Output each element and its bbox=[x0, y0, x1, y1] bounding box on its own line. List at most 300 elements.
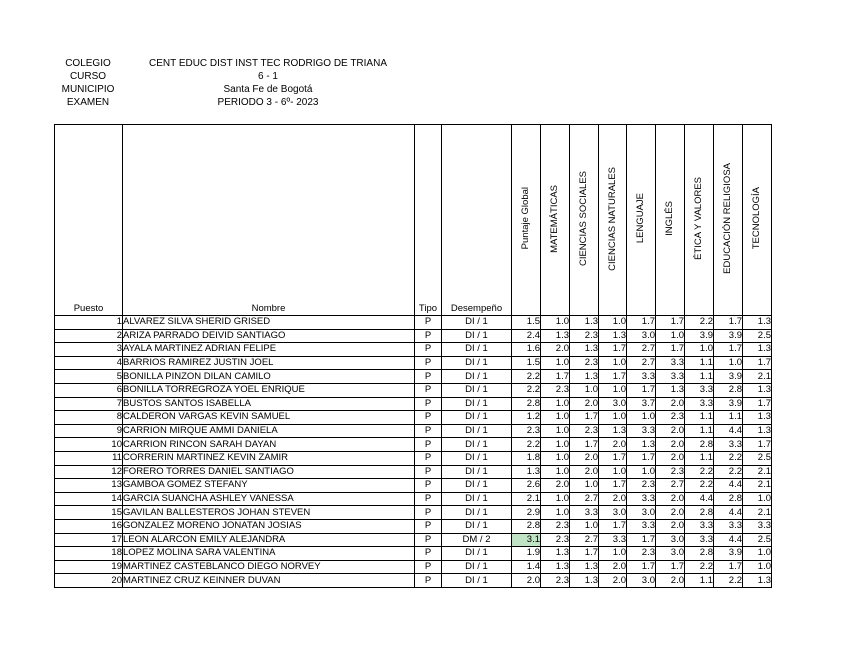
score-cell: 1.3 bbox=[743, 424, 772, 438]
desempeno-cell: DI / 1 bbox=[442, 465, 512, 479]
nombre-cell: CORRERIN MARTINEZ KEVIN ZAMIR bbox=[123, 451, 415, 465]
score-cell: 3.9 bbox=[714, 547, 743, 561]
score-cell: 2.3 bbox=[570, 424, 599, 438]
desempeno-cell: DI / 1 bbox=[442, 329, 512, 343]
puesto-cell: 19 bbox=[55, 560, 123, 574]
score-cell: 2.0 bbox=[656, 424, 685, 438]
score-cell: 1.0 bbox=[599, 383, 627, 397]
tipo-cell: P bbox=[415, 519, 442, 533]
score-cell: 2.2 bbox=[512, 383, 541, 397]
puesto-cell: 14 bbox=[55, 492, 123, 506]
score-cell: 2.1 bbox=[743, 479, 772, 493]
score-cell: 1.0 bbox=[570, 383, 599, 397]
score-cell: 1.1 bbox=[685, 424, 714, 438]
table-body bbox=[55, 316, 772, 588]
results-table bbox=[54, 124, 772, 588]
puesto-cell: 13 bbox=[55, 479, 123, 493]
tipo-cell: P bbox=[415, 574, 442, 588]
score-cell: 1.3 bbox=[743, 411, 772, 425]
nombre-cell: BONILLA TORREGROZA YOEL ENRIQUE bbox=[123, 383, 415, 397]
score-cell: 2.1 bbox=[743, 506, 772, 520]
score-cell: 2.0 bbox=[656, 506, 685, 520]
tipo-cell: P bbox=[415, 547, 442, 561]
desempeno-cell: DI / 1 bbox=[442, 397, 512, 411]
nombre-cell: LEON ALARCON EMILY ALEJANDRA bbox=[123, 533, 415, 547]
score-cell: 1.1 bbox=[714, 411, 743, 425]
table-row bbox=[55, 356, 772, 370]
table-row bbox=[55, 574, 772, 588]
puesto-cell: 1 bbox=[55, 316, 123, 330]
desempeno-cell: DI / 1 bbox=[442, 424, 512, 438]
label-examen: EXAMEN bbox=[66, 97, 110, 108]
score-cell: 1.5 bbox=[512, 316, 541, 330]
col-lenguaje: LENGUAJE bbox=[627, 125, 656, 316]
score-cell: 1.7 bbox=[627, 533, 656, 547]
tipo-cell: P bbox=[415, 438, 442, 452]
score-cell: 1.0 bbox=[570, 519, 599, 533]
score-cell: 2.5 bbox=[743, 451, 772, 465]
score-cell: 3.3 bbox=[685, 397, 714, 411]
score-cell: 1.7 bbox=[570, 547, 599, 561]
col-puesto: Puesto bbox=[55, 125, 123, 316]
puesto-cell: 15 bbox=[55, 506, 123, 520]
score-cell: 3.3 bbox=[685, 533, 714, 547]
score-cell: 2.3 bbox=[656, 411, 685, 425]
nombre-cell: ARIZA PARRADO DEIVID SANTIAGO bbox=[123, 329, 415, 343]
table-row bbox=[55, 479, 772, 493]
score-cell: 2.0 bbox=[656, 492, 685, 506]
score-cell: 3.3 bbox=[570, 506, 599, 520]
score-cell: 3.9 bbox=[714, 397, 743, 411]
score-cell: 3.3 bbox=[627, 370, 656, 384]
score-cell: 2.3 bbox=[627, 479, 656, 493]
score-cell: 1.0 bbox=[685, 343, 714, 357]
score-cell: 2.2 bbox=[685, 316, 714, 330]
puesto-cell: 3 bbox=[55, 343, 123, 357]
tipo-cell: P bbox=[415, 451, 442, 465]
score-cell: 2.3 bbox=[541, 519, 570, 533]
desempeno-cell: DI / 1 bbox=[442, 438, 512, 452]
value-municipio: Santa Fe de Bogotá bbox=[223, 84, 313, 95]
score-cell: 1.7 bbox=[627, 316, 656, 330]
col-nombre: Nombre bbox=[123, 125, 415, 316]
puesto-cell: 8 bbox=[55, 411, 123, 425]
score-cell: 3.3 bbox=[656, 370, 685, 384]
score-cell: 2.1 bbox=[743, 370, 772, 384]
score-cell: 2.8 bbox=[714, 383, 743, 397]
score-cell: 1.0 bbox=[541, 492, 570, 506]
score-cell: 3.3 bbox=[685, 383, 714, 397]
score-cell: 2.3 bbox=[541, 533, 570, 547]
table-row bbox=[55, 547, 772, 561]
score-cell: 2.3 bbox=[541, 574, 570, 588]
nombre-cell: GARCIA SUANCHA ASHLEY VANESSA bbox=[123, 492, 415, 506]
col-ciencias-sociales: CIENCIAS SOCIALES bbox=[570, 125, 599, 316]
nombre-cell: BUSTOS SANTOS ISABELLA bbox=[123, 397, 415, 411]
desempeno-cell: DI / 1 bbox=[442, 479, 512, 493]
table-row bbox=[55, 411, 772, 425]
nombre-cell: MARTINEZ CASTEBLANCO DIEGO NORVEY bbox=[123, 560, 415, 574]
score-cell: 1.0 bbox=[541, 397, 570, 411]
score-cell: 1.0 bbox=[743, 560, 772, 574]
desempeno-cell: DI / 1 bbox=[442, 411, 512, 425]
puesto-cell: 4 bbox=[55, 356, 123, 370]
desempeno-cell: DI / 1 bbox=[442, 506, 512, 520]
score-cell: 1.3 bbox=[743, 343, 772, 357]
score-cell: 1.0 bbox=[599, 465, 627, 479]
nombre-cell: BONILLA PINZON DILAN CAMILO bbox=[123, 370, 415, 384]
score-cell: 2.3 bbox=[627, 547, 656, 561]
tipo-cell: P bbox=[415, 465, 442, 479]
score-cell: 1.7 bbox=[656, 343, 685, 357]
nombre-cell: CALDERON VARGAS KEVIN SAMUEL bbox=[123, 411, 415, 425]
score-cell: 3.9 bbox=[714, 329, 743, 343]
score-cell: 2.0 bbox=[570, 397, 599, 411]
desempeno-cell: DI / 1 bbox=[442, 383, 512, 397]
desempeno-cell: DI / 1 bbox=[442, 356, 512, 370]
puesto-cell: 9 bbox=[55, 424, 123, 438]
table-row bbox=[55, 343, 772, 357]
desempeno-cell: DI / 1 bbox=[442, 560, 512, 574]
score-cell: 1.0 bbox=[541, 356, 570, 370]
tipo-cell: P bbox=[415, 356, 442, 370]
score-cell: 1.0 bbox=[743, 547, 772, 561]
score-cell: 2.2 bbox=[714, 574, 743, 588]
puesto-cell: 12 bbox=[55, 465, 123, 479]
label-colegio: COLEGIO bbox=[65, 58, 111, 69]
table-row bbox=[55, 397, 772, 411]
score-cell: 1.7 bbox=[743, 356, 772, 370]
score-cell: 3.0 bbox=[627, 506, 656, 520]
score-cell: 1.0 bbox=[541, 506, 570, 520]
nombre-cell: GAMBOA GOMEZ STEFANY bbox=[123, 479, 415, 493]
score-cell: 1.7 bbox=[599, 451, 627, 465]
nombre-cell: MARTINEZ CRUZ KEINNER DUVAN bbox=[123, 574, 415, 588]
puesto-cell: 16 bbox=[55, 519, 123, 533]
score-cell: 2.1 bbox=[512, 492, 541, 506]
tipo-cell: P bbox=[415, 370, 442, 384]
puesto-cell: 20 bbox=[55, 574, 123, 588]
score-cell: 1.4 bbox=[512, 560, 541, 574]
score-cell: 2.2 bbox=[685, 479, 714, 493]
score-cell: 3.0 bbox=[599, 506, 627, 520]
score-cell: 2.0 bbox=[656, 438, 685, 452]
score-cell: 2.8 bbox=[685, 506, 714, 520]
score-cell: 3.0 bbox=[656, 533, 685, 547]
score-cell: 2.0 bbox=[570, 451, 599, 465]
col-puntaje-global: Puntaje Global bbox=[512, 125, 541, 316]
score-cell: 1.7 bbox=[570, 438, 599, 452]
score-cell: 3.3 bbox=[714, 438, 743, 452]
tipo-cell: P bbox=[415, 316, 442, 330]
table-row bbox=[55, 383, 772, 397]
score-cell: 1.3 bbox=[541, 560, 570, 574]
score-cell: 3.3 bbox=[656, 356, 685, 370]
score-cell: 3.7 bbox=[627, 397, 656, 411]
score-cell: 1.3 bbox=[512, 465, 541, 479]
score-cell: 2.8 bbox=[714, 492, 743, 506]
score-cell: 2.2 bbox=[512, 370, 541, 384]
table-row bbox=[55, 533, 772, 547]
score-cell: 1.3 bbox=[541, 329, 570, 343]
score-cell: 3.3 bbox=[627, 519, 656, 533]
score-cell: 1.3 bbox=[599, 329, 627, 343]
score-cell: 1.7 bbox=[570, 411, 599, 425]
puesto-cell: 7 bbox=[55, 397, 123, 411]
score-cell: 1.3 bbox=[541, 547, 570, 561]
nombre-cell: BARRIOS RAMIREZ JUSTIN JOEL bbox=[123, 356, 415, 370]
score-cell: 2.4 bbox=[512, 329, 541, 343]
score-cell: 1.7 bbox=[599, 519, 627, 533]
nombre-cell: LOPEZ MOLINA SARA VALENTINA bbox=[123, 547, 415, 561]
value-colegio: CENT EDUC DIST INST TEC RODRIGO DE TRIANA bbox=[149, 58, 387, 69]
col-matematicas: MATEMÁTICAS bbox=[541, 125, 570, 316]
score-cell: 1.2 bbox=[512, 411, 541, 425]
tipo-cell: P bbox=[415, 411, 442, 425]
score-cell: 1.3 bbox=[599, 424, 627, 438]
score-cell: 1.3 bbox=[570, 574, 599, 588]
desempeno-cell: DI / 1 bbox=[442, 451, 512, 465]
tipo-cell: P bbox=[415, 397, 442, 411]
score-cell: 1.0 bbox=[570, 479, 599, 493]
score-cell: 1.7 bbox=[714, 560, 743, 574]
col-ingles: INGLÉS bbox=[656, 125, 685, 316]
score-cell: 1.7 bbox=[627, 560, 656, 574]
score-cell: 1.3 bbox=[627, 438, 656, 452]
score-cell: 1.7 bbox=[627, 451, 656, 465]
score-cell: 2.7 bbox=[656, 479, 685, 493]
score-cell: 1.0 bbox=[656, 329, 685, 343]
score-cell: 2.0 bbox=[599, 560, 627, 574]
nombre-cell: GAVILAN BALLESTEROS JOHAN STEVEN bbox=[123, 506, 415, 520]
score-cell: 2.7 bbox=[627, 356, 656, 370]
table-row bbox=[55, 451, 772, 465]
score-cell: 4.4 bbox=[714, 479, 743, 493]
score-cell: 2.7 bbox=[570, 492, 599, 506]
score-cell: 1.0 bbox=[599, 316, 627, 330]
table-row bbox=[55, 424, 772, 438]
tipo-cell: P bbox=[415, 560, 442, 574]
score-cell: 3.0 bbox=[599, 397, 627, 411]
score-cell: 1.0 bbox=[599, 547, 627, 561]
score-cell: 1.0 bbox=[541, 438, 570, 452]
header-row bbox=[55, 125, 772, 316]
desempeno-cell: DI / 1 bbox=[442, 492, 512, 506]
table-row bbox=[55, 506, 772, 520]
tipo-cell: P bbox=[415, 506, 442, 520]
score-cell: 1.3 bbox=[570, 560, 599, 574]
score-cell: 1.6 bbox=[512, 343, 541, 357]
puesto-cell: 17 bbox=[55, 533, 123, 547]
header-values bbox=[130, 57, 406, 109]
score-cell: 1.5 bbox=[512, 356, 541, 370]
tipo-cell: P bbox=[415, 533, 442, 547]
desempeno-cell: DI / 1 bbox=[442, 519, 512, 533]
score-cell: 1.3 bbox=[570, 343, 599, 357]
score-cell: 1.3 bbox=[570, 370, 599, 384]
score-cell: 1.3 bbox=[743, 383, 772, 397]
score-cell: 3.0 bbox=[627, 574, 656, 588]
score-cell: 2.5 bbox=[743, 533, 772, 547]
score-cell: 1.0 bbox=[541, 465, 570, 479]
desempeno-cell: DM / 2 bbox=[442, 533, 512, 547]
nombre-cell: FORERO TORRES DANIEL SANTIAGO bbox=[123, 465, 415, 479]
score-cell: 1.0 bbox=[627, 465, 656, 479]
table-row bbox=[55, 438, 772, 452]
score-cell: 1.8 bbox=[512, 451, 541, 465]
score-cell: 1.1 bbox=[685, 451, 714, 465]
header-labels bbox=[56, 57, 120, 109]
score-cell: 3.9 bbox=[685, 329, 714, 343]
score-cell: 1.0 bbox=[743, 492, 772, 506]
score-cell: 1.0 bbox=[541, 451, 570, 465]
score-cell: 2.0 bbox=[656, 451, 685, 465]
score-cell: 1.0 bbox=[599, 356, 627, 370]
score-cell: 3.0 bbox=[627, 329, 656, 343]
nombre-cell: ALVAREZ SILVA SHERID GRISED bbox=[123, 316, 415, 330]
score-cell: 1.0 bbox=[627, 411, 656, 425]
score-cell: 1.9 bbox=[512, 547, 541, 561]
score-cell: 1.3 bbox=[656, 383, 685, 397]
table-row bbox=[55, 329, 772, 343]
tipo-cell: P bbox=[415, 343, 442, 357]
tipo-cell: P bbox=[415, 383, 442, 397]
score-cell: 2.3 bbox=[656, 465, 685, 479]
score-cell: 1.0 bbox=[541, 411, 570, 425]
score-cell: 2.8 bbox=[512, 519, 541, 533]
desempeno-cell: DI / 1 bbox=[442, 316, 512, 330]
score-cell: 1.3 bbox=[743, 316, 772, 330]
score-cell: 4.4 bbox=[685, 492, 714, 506]
tipo-cell: P bbox=[415, 424, 442, 438]
score-cell: 3.1 bbox=[512, 533, 541, 547]
score-cell: 3.3 bbox=[627, 424, 656, 438]
puesto-cell: 6 bbox=[55, 383, 123, 397]
score-cell: 2.2 bbox=[714, 451, 743, 465]
score-cell: 3.3 bbox=[627, 492, 656, 506]
col-ciencias-naturales: CIENCIAS NATURALES bbox=[599, 125, 627, 316]
score-cell: 4.4 bbox=[714, 533, 743, 547]
score-cell: 2.3 bbox=[541, 383, 570, 397]
puesto-cell: 10 bbox=[55, 438, 123, 452]
score-cell: 2.1 bbox=[743, 465, 772, 479]
score-cell: 2.2 bbox=[714, 465, 743, 479]
score-cell: 2.0 bbox=[656, 397, 685, 411]
puesto-cell: 2 bbox=[55, 329, 123, 343]
score-cell: 3.3 bbox=[599, 533, 627, 547]
score-cell: 1.7 bbox=[714, 343, 743, 357]
score-cell: 1.7 bbox=[599, 370, 627, 384]
score-cell: 1.1 bbox=[685, 574, 714, 588]
score-cell: 1.0 bbox=[714, 356, 743, 370]
score-cell: 1.1 bbox=[685, 356, 714, 370]
puesto-cell: 18 bbox=[55, 547, 123, 561]
col-educacion-religiosa: EDUCACIÓN RELIGIOSA bbox=[714, 125, 743, 316]
label-municipio: MUNICIPIO bbox=[61, 84, 115, 95]
score-cell: 2.8 bbox=[685, 438, 714, 452]
score-cell: 1.7 bbox=[599, 479, 627, 493]
col-desempeno: Desempeño bbox=[442, 125, 512, 316]
score-cell: 1.3 bbox=[570, 316, 599, 330]
score-cell: 3.3 bbox=[685, 519, 714, 533]
score-cell: 2.6 bbox=[512, 479, 541, 493]
score-cell: 1.7 bbox=[743, 397, 772, 411]
table-row bbox=[55, 465, 772, 479]
score-cell: 1.7 bbox=[714, 316, 743, 330]
score-cell: 1.7 bbox=[656, 316, 685, 330]
nombre-cell: AYALA MARTINEZ ADRIAN FELIPE bbox=[123, 343, 415, 357]
score-cell: 2.8 bbox=[685, 547, 714, 561]
score-cell: 2.3 bbox=[512, 424, 541, 438]
score-cell: 1.0 bbox=[599, 411, 627, 425]
score-cell: 1.7 bbox=[656, 560, 685, 574]
score-cell: 2.8 bbox=[512, 397, 541, 411]
nombre-cell: CARRION RINCON SARAH DAYAN bbox=[123, 438, 415, 452]
nombre-cell: CARRION MIRQUE AMMI DANIELA bbox=[123, 424, 415, 438]
desempeno-cell: DI / 1 bbox=[442, 547, 512, 561]
desempeno-cell: DI / 1 bbox=[442, 370, 512, 384]
col-etica-valores: ÉTICA Y VALORES bbox=[685, 125, 714, 316]
value-examen: PERIODO 3 - 6º- 2023 bbox=[217, 97, 319, 108]
col-tecnologia: TECNOLOGÍA bbox=[743, 125, 772, 316]
tipo-cell: P bbox=[415, 492, 442, 506]
score-cell: 2.0 bbox=[599, 574, 627, 588]
score-cell: 1.0 bbox=[541, 424, 570, 438]
score-cell: 2.2 bbox=[512, 438, 541, 452]
score-cell: 2.0 bbox=[570, 465, 599, 479]
score-cell: 2.2 bbox=[685, 560, 714, 574]
score-cell: 2.0 bbox=[541, 479, 570, 493]
table-row bbox=[55, 560, 772, 574]
score-cell: 2.0 bbox=[656, 574, 685, 588]
label-curso: CURSO bbox=[69, 71, 107, 82]
score-cell: 1.7 bbox=[627, 383, 656, 397]
table-row bbox=[55, 370, 772, 384]
score-cell: 2.0 bbox=[541, 343, 570, 357]
score-cell: 2.9 bbox=[512, 506, 541, 520]
col-tipo: Tipo bbox=[415, 125, 442, 316]
score-cell: 2.2 bbox=[685, 465, 714, 479]
tipo-cell: P bbox=[415, 479, 442, 493]
score-cell: 1.7 bbox=[599, 343, 627, 357]
score-cell: 1.0 bbox=[541, 316, 570, 330]
score-cell: 4.4 bbox=[714, 506, 743, 520]
puesto-cell: 5 bbox=[55, 370, 123, 384]
score-cell: 3.0 bbox=[656, 547, 685, 561]
score-cell: 1.7 bbox=[541, 370, 570, 384]
desempeno-cell: DI / 1 bbox=[442, 574, 512, 588]
table-row bbox=[55, 316, 772, 330]
table-row bbox=[55, 519, 772, 533]
score-cell: 3.9 bbox=[714, 370, 743, 384]
score-cell: 2.3 bbox=[570, 356, 599, 370]
table-row bbox=[55, 492, 772, 506]
score-cell: 2.5 bbox=[743, 329, 772, 343]
score-cell: 2.7 bbox=[627, 343, 656, 357]
score-cell: 2.7 bbox=[570, 533, 599, 547]
score-cell: 3.3 bbox=[743, 519, 772, 533]
tipo-cell: P bbox=[415, 329, 442, 343]
puesto-cell: 11 bbox=[55, 451, 123, 465]
nombre-cell: GONZALEZ MORENO JONATAN JOSIAS bbox=[123, 519, 415, 533]
score-cell: 2.3 bbox=[570, 329, 599, 343]
value-curso: 6 - 1 bbox=[257, 71, 278, 82]
desempeno-cell: DI / 1 bbox=[442, 343, 512, 357]
score-cell: 2.0 bbox=[512, 574, 541, 588]
score-cell: 1.7 bbox=[743, 438, 772, 452]
score-cell: 2.0 bbox=[656, 519, 685, 533]
score-cell: 1.3 bbox=[743, 574, 772, 588]
